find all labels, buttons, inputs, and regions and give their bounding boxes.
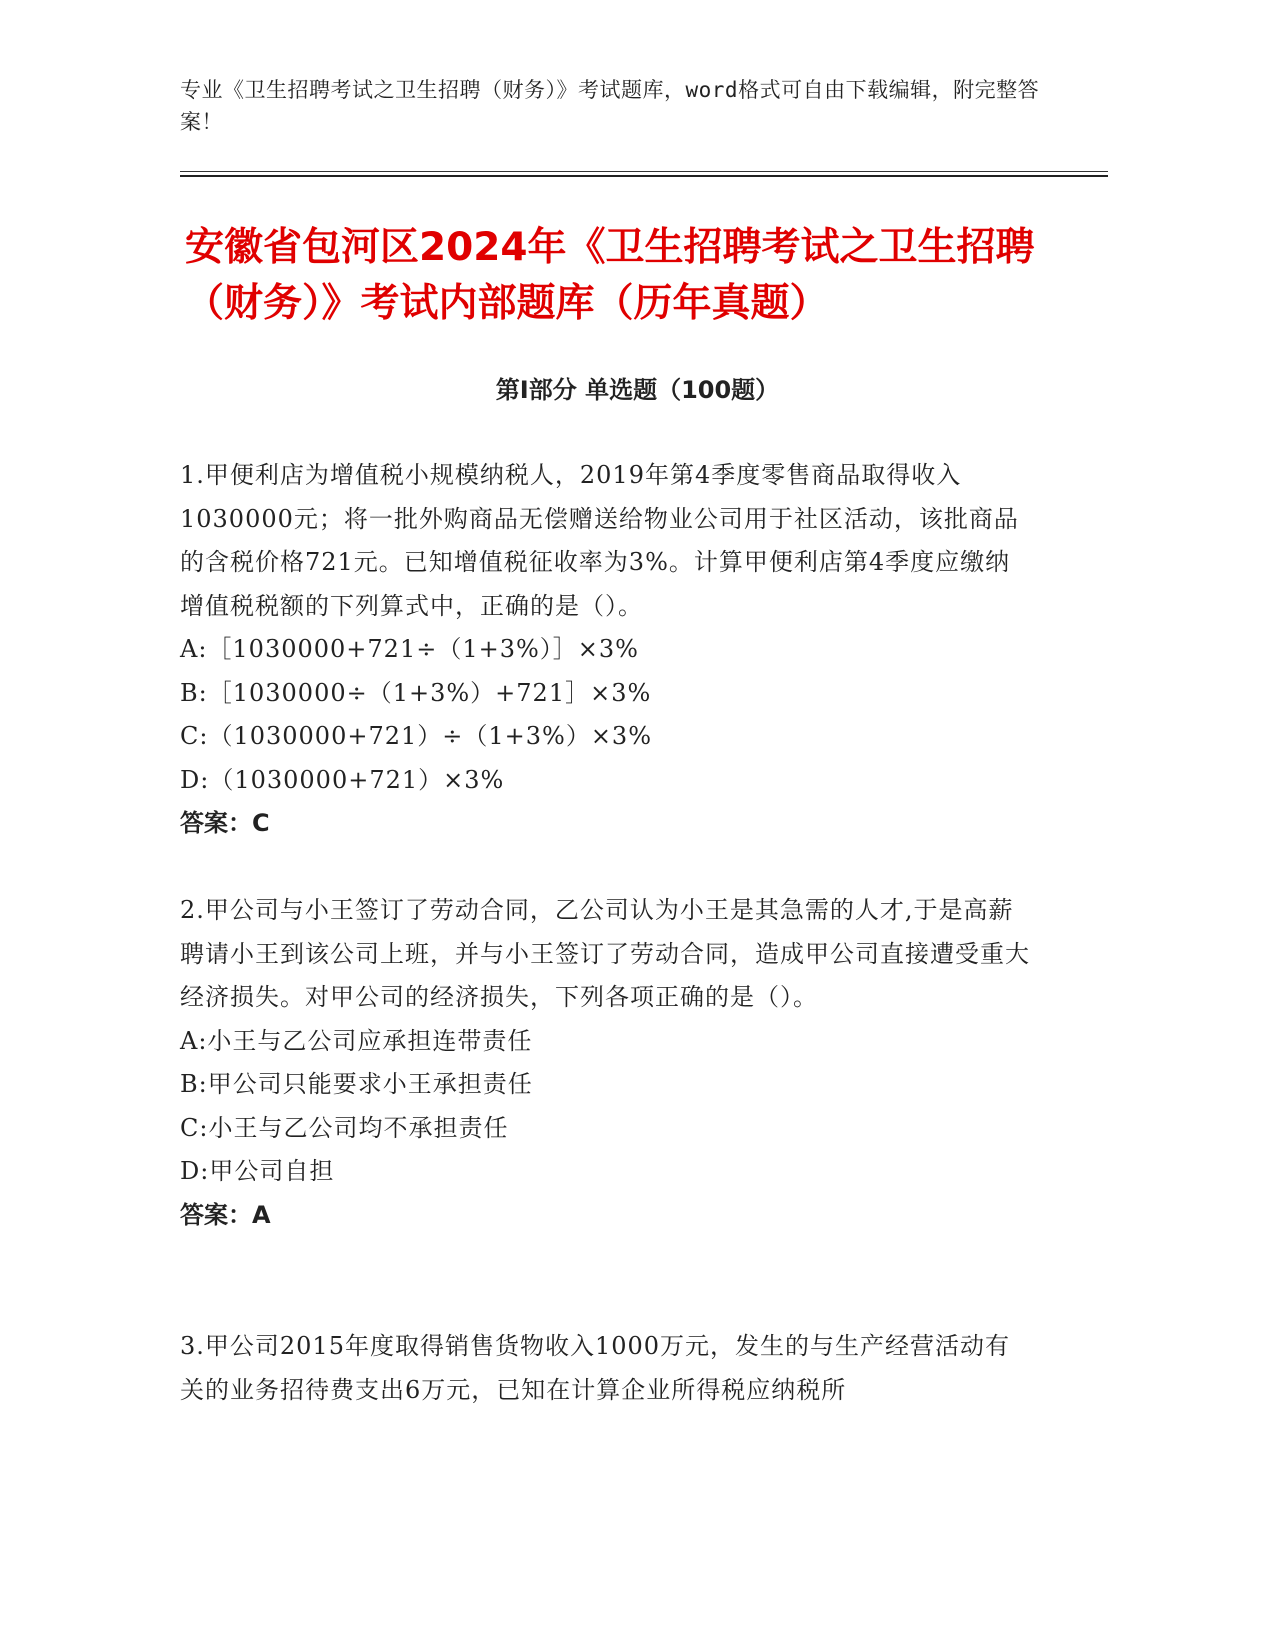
option-a: A:［1030000+721÷（1+3%）］×3% xyxy=(180,635,639,663)
answer: 答案：C xyxy=(180,809,270,837)
option-b: B:［1030000÷（1+3%）+721］×3% xyxy=(180,678,652,707)
header-note: 专业《卫生招聘考试之卫生招聘（财务）》考试题库，word格式可自由下载编辑，附完整答案！ xyxy=(180,78,1040,134)
option-c: C:小王与乙公司均不承担责任 xyxy=(180,1113,509,1142)
answer: 答案：A xyxy=(180,1200,271,1229)
question-1 xyxy=(180,454,1030,846)
question-text: 1.甲便利店为增值税小规模纳税人，2019年第4季度零售商品取得收入1030000元；将一批外购商品无偿赠送给物业公司用于社区活动，该批商品的含税价格721元。已知增值税征收率为3%。计算甲便利店第4季度应缴纳增值税税额的下列算式中，正确的是（）。 xyxy=(180,461,1019,620)
question-3 xyxy=(180,1325,1030,1412)
section-heading: 第Ⅰ部分 单选题（100题） xyxy=(495,376,780,404)
option-d: D:（1030000+721）×3% xyxy=(180,765,505,794)
header-divider-thick xyxy=(180,175,1108,177)
document-title: 安徽省包河区2024年《卫生招聘考试之卫生招聘（财务）》考试内部题库（历年真题） xyxy=(185,225,1035,326)
option-b: B:甲公司只能要求小王承担责任 xyxy=(180,1070,533,1098)
question-text: 2.甲公司与小王签订了劳动合同，乙公司认为小王是其急需的人才,于是高薪聘请小王到该公司上班，并与小王签订了劳动合同，造成甲公司直接遭受重大经济损失。对甲公司的经济损失，下列各项正确的是（）。 xyxy=(180,896,1030,1011)
question-2 xyxy=(180,889,1030,1237)
header-divider-thin xyxy=(180,171,1108,172)
question-text: 3.甲公司2015年度取得销售货物收入1000万元，发生的与生产经营活动有关的业务招待费支出6万元，已知在计算企业所得税应纳税所 xyxy=(180,1332,1011,1404)
option-a: A:小王与乙公司应承担连带责任 xyxy=(180,1026,533,1055)
option-c: C:（1030000+721）÷（1+3%）×3% xyxy=(180,722,652,750)
option-d: D:甲公司自担 xyxy=(180,1157,335,1185)
